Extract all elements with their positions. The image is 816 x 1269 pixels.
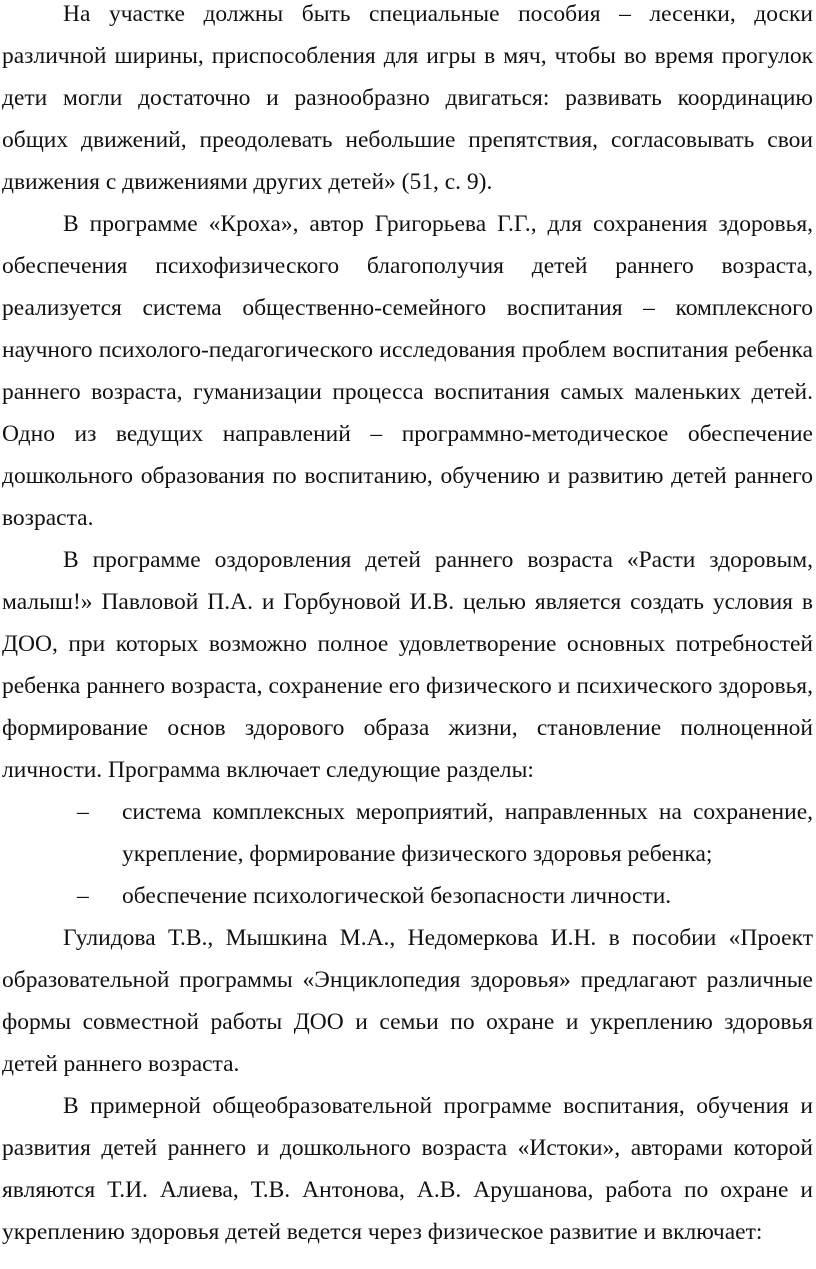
document-page <box>2 0 813 1253</box>
list-dash-marker: – <box>77 799 89 825</box>
list-item <box>77 791 813 875</box>
paragraph-grow-healthy-program: В программе оздоровления детей раннего возраста «Расти здоровым, малыш!» Павловой П.А. и Горбуновой И.В. целью является создать условия в ДОО, при которых возможно полное удовлетворение основных потребностей ребенка раннего возраста, сохранение его физического и психического здоровья, формирование основ здорового образа жизни, становление полноценной личности. Программа включает следующие разделы: <box>2 547 813 783</box>
list-item <box>77 875 813 917</box>
paragraph-kroha-program: В программе «Кроха», автор Григорьева Г.Г., для сохранения здоровья, обеспечения психофизического благополучия детей раннего возраста, реализуется система общественно-семейного воспитания – комплексного научного психолого-педагогического исследования проблем воспитания ребенка раннего возраста, гуманизации процесса воспитания самых маленьких детей. Одно из ведущих направлений – программно-методическое обеспечение дошкольного образования по воспитанию, обучению и развитию детей раннего возраста. <box>2 211 813 531</box>
list-dash-marker: – <box>77 883 89 909</box>
program-sections-list <box>2 791 813 917</box>
paragraph-playground-equipment: На участке должны быть специальные пособия – лесенки, доски различной ширины, приспособления для игры в мяч, чтобы во время прогулок дети могли достаточно и разнообразно двигаться: развивать координацию общих движений, преодолевать небольшие препятствия, согласовывать свои движения с движениями других детей» (51, с. 9). <box>2 1 813 195</box>
paragraph-health-encyclopedia: Гулидова Т.В., Мышкина М.А., Недомеркова И.Н. в пособии «Проект образовательной программы «Энциклопедия здоровья» предлагают различные формы совместной работы ДОО и семьи по охране и укреплению здоровья детей раннего возраста. <box>2 925 813 1077</box>
list-item-text: обеспечение психологической безопасности личности. <box>122 883 672 909</box>
list-item-text: система комплексных мероприятий, направленных на сохранение, укрепление, формирование физического здоровья ребенка; <box>122 799 813 867</box>
paragraph-istoki-program: В примерной общеобразовательной программе воспитания, обучения и развития детей раннего и дошкольного возраста «Истоки», авторами которой являются Т.И. Алиева, Т.В. Антонова, А.В. Арушанова, работа по охране и укреплению здоровья детей ведется через физическое развитие и включает: <box>2 1093 813 1245</box>
